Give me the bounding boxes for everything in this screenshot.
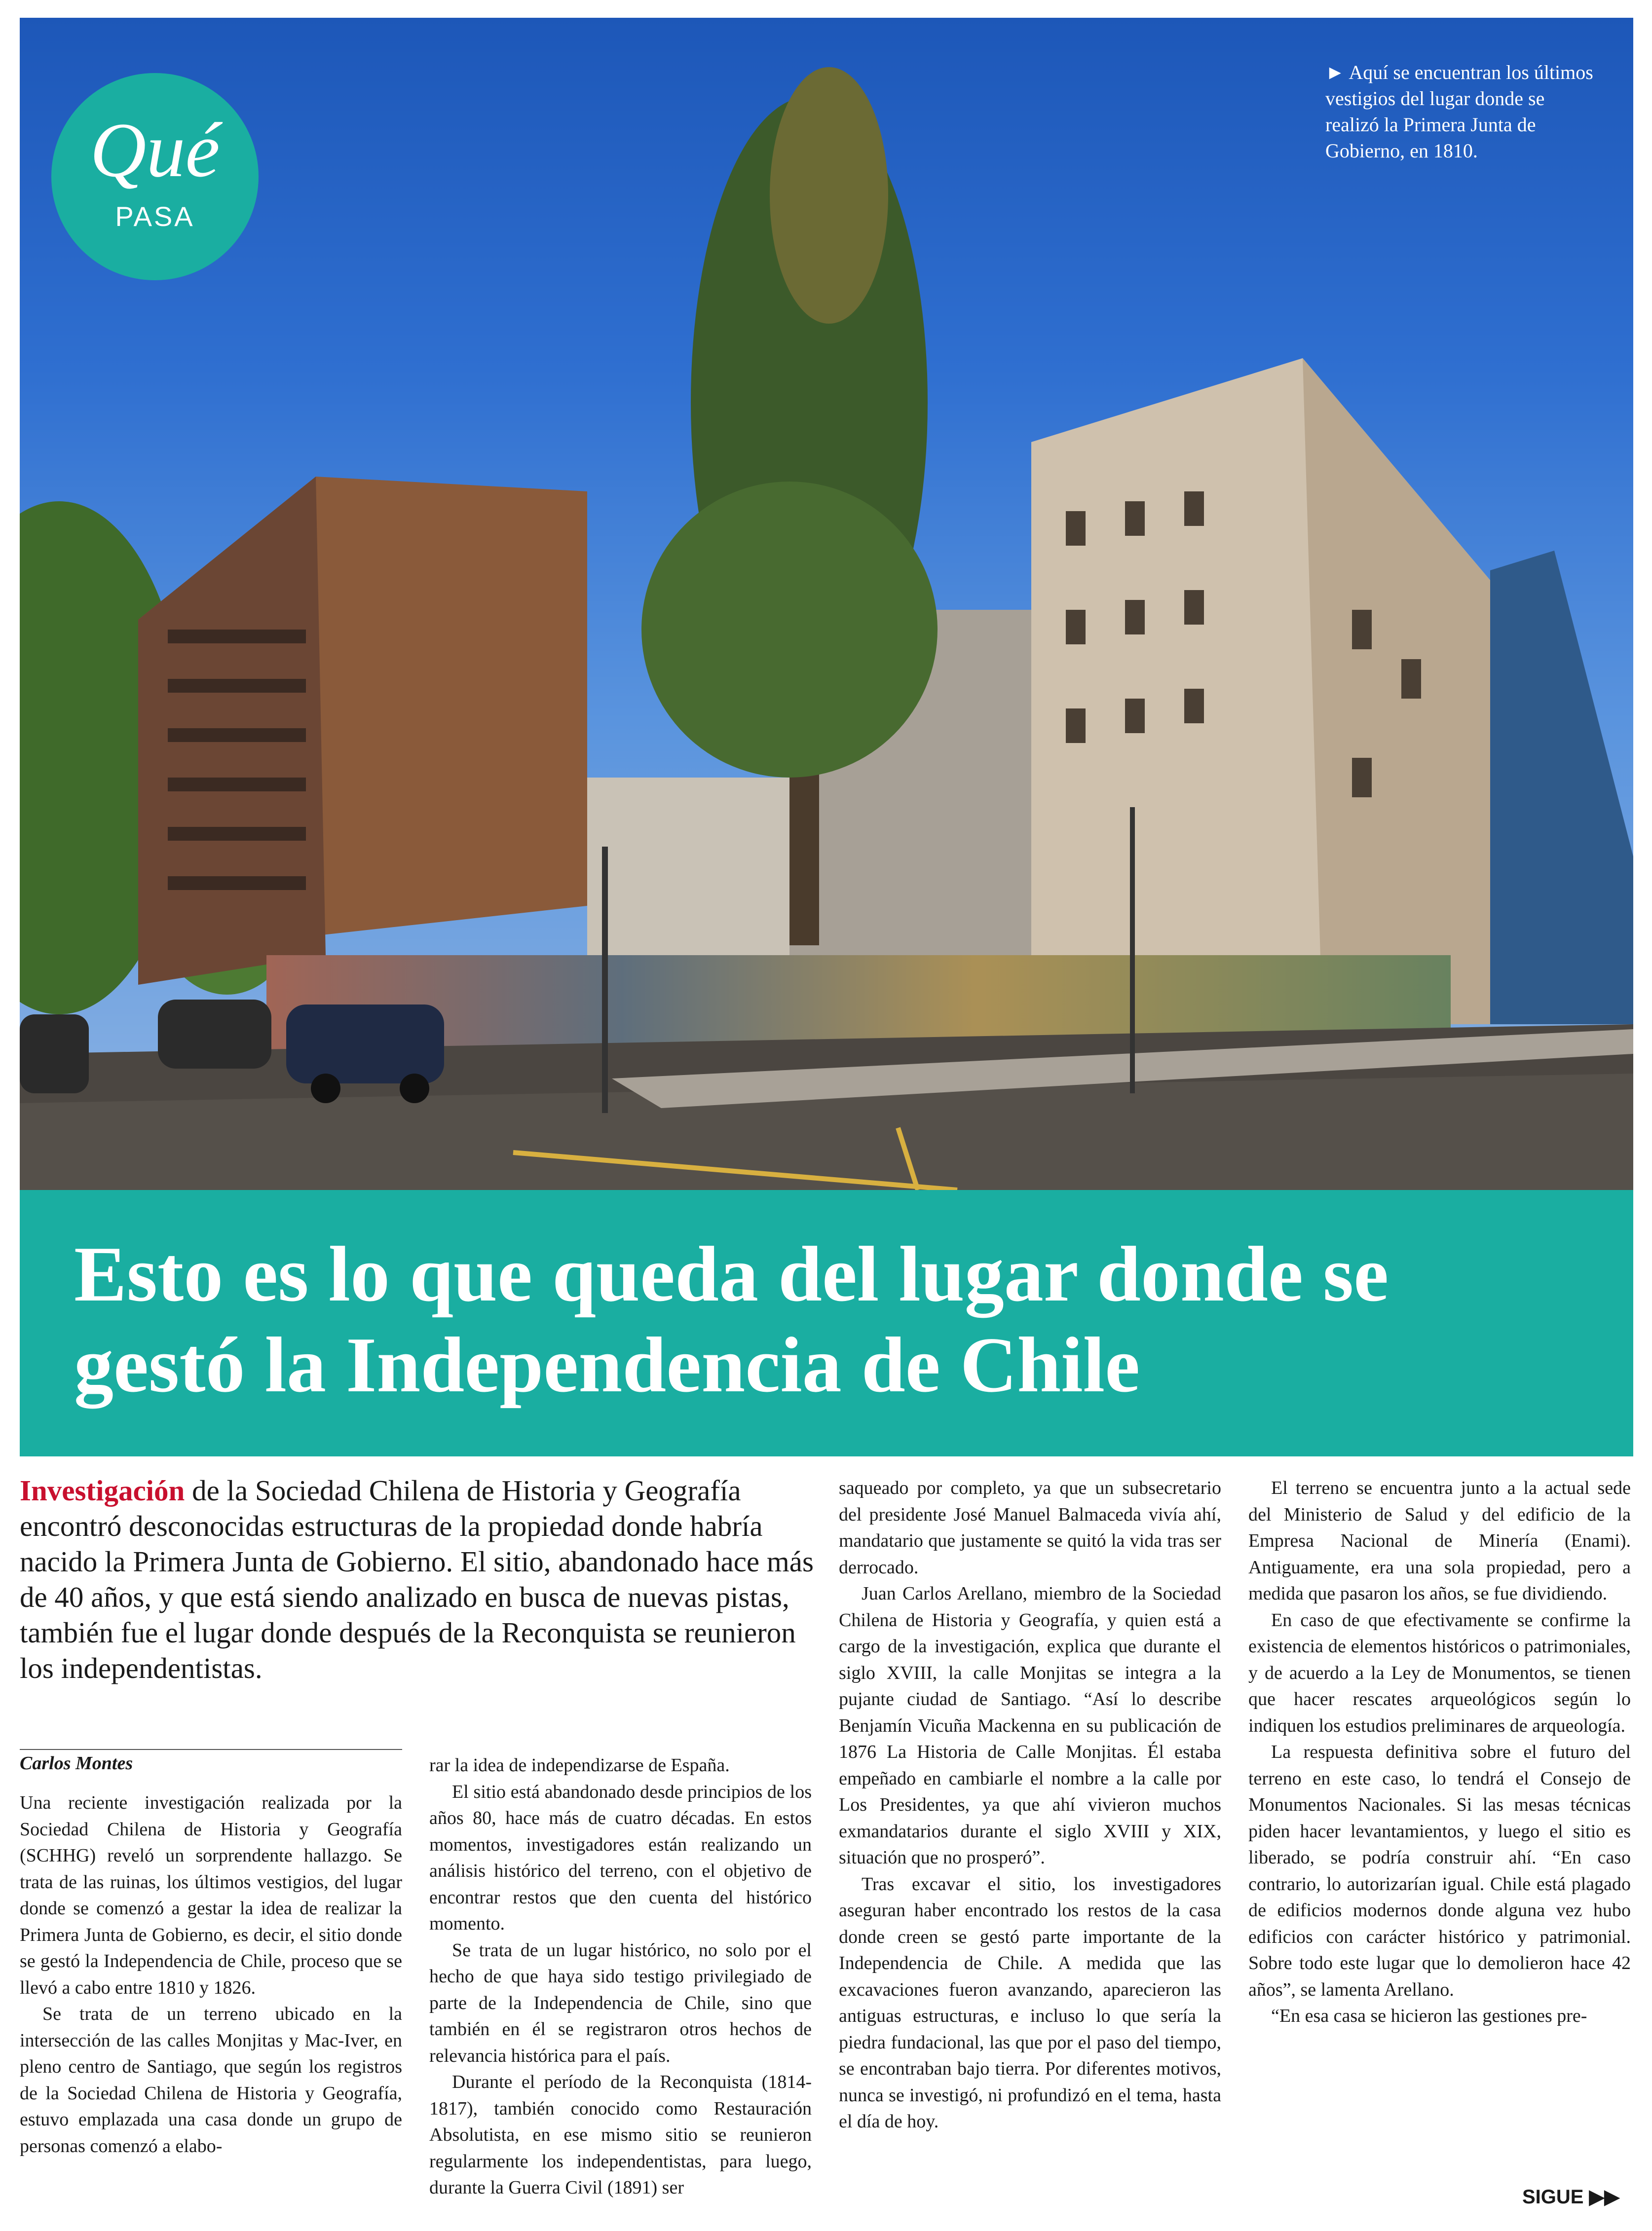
paragraph: rar la idea de independizarse de España.: [429, 1755, 730, 1776]
photo-caption: ► Aquí se encuentran los últimos vestigios del lugar donde se realizó la Primera Junta de Gobierno, en 1810.: [1325, 61, 1593, 162]
article-column-1: [20, 1790, 402, 2159]
byline: Carlos Montes: [20, 1753, 133, 1774]
article-column-2: [429, 1752, 812, 2201]
lead-keyword: Investigación: [20, 1474, 185, 1507]
paragraph: Se trata de un terreno ubicado en la intersección de las calles Monjitas y Mac-Iver, en pleno centro de Santiago, que según los registros de la Sociedad Chilena de Historia y Geografía, estuvo emplazada una casa donde un grupo de personas comenzó a elabo-: [20, 2004, 402, 2157]
paragraph: El sitio está abandonado desde principios de los años 80, hace más de cuatro décadas. En estos momentos, investigadores están realizando un análisis histórico del terreno, con el objetivo de encontrar restos que den cuenta del histórico momento.: [429, 1781, 812, 1934]
headline: Esto es lo que queda del lugar donde se gestó la Independencia de Chile: [74, 1230, 1389, 1409]
byline-divider: [20, 1749, 402, 1750]
lead-paragraph: [20, 1473, 829, 1686]
article-column-3: [839, 1475, 1221, 2135]
paragraph: En caso de que efectivamente se confirme la existencia de elementos históricos o patrimoniales, y de acuerdo a la Ley de Monumentos, se tienen que hacer rescates arqueológicos según lo indiquen los estudios preliminares de arqueología.: [1248, 1609, 1631, 1736]
street-scene-illustration: [20, 18, 1633, 1190]
paragraph: El terreno se encuentra junto a la actual sede del Ministerio de Salud y del edificio de la Empresa Nacional de Minería (Enami). Antiguamente, era una sola propiedad, pero a medida que pasaron los años, se fue dividiendo.: [1248, 1478, 1631, 1604]
article-column-4: [1248, 1475, 1631, 2030]
logo-que: Qué: [90, 107, 220, 193]
que-pasa-logo: [51, 73, 259, 280]
paragraph: Una reciente investigación realizada por la Sociedad Chilena de Historia y Geografía (SCHHG) reveló un sorprendente hallazgo. Se trata de las ruinas, los últimos vestigios, del lugar donde se comenzó a gestar la idea de realizar la Primera Junta de Gobierno, es decir, el sitio donde se gestó la Independencia de Chile, proceso que se llevó a cabo entre 1810 y 1826.: [20, 1792, 402, 1998]
paragraph: saqueado por completo, ya que un subsecretario del presidente José Manuel Balmaceda vivía ahí, mandatario que justamente se quitó la vida tras ser derrocado.: [839, 1478, 1221, 1578]
paragraph: Durante el período de la Reconquista (1814-1817), también conocido como Restauración Absolutista, en ese mismo sitio se reunieron regularmente los independentistas, para luego, durante la Guerra Civil (1891) ser: [429, 2072, 812, 2198]
lead-text: de la Sociedad Chilena de Historia y Geografía encontró desconocidas estructuras de la propiedad donde habría nacido la Primera Junta de Gobierno. El sitio, abandonado hace más de 40 años, y que está siendo analizado en busca de nuevas pistas, también fue el lugar donde después de la Reconquista se reunieron los independentistas.: [20, 1474, 814, 1684]
continue-indicator: SIGUE ▶▶: [1522, 2186, 1620, 2208]
paragraph: La respuesta definitiva sobre el futuro del terreno en este caso, lo tendrá el Consejo de Monumentos Nacionales. Si las mesas técnicas piden hacer levantamientos, y luego el sitio es liberado, se podría construir ahí. “En caso contrario, lo autorizarían igual. Chile está plagado de edificios modernos donde alguna vez hubo edificios con carácter histórico y patrimonial. Sobre todo este lugar que lo demolieron hace 42 años”, se lamenta Arellano.: [1248, 1742, 1631, 2000]
article-photo: [20, 18, 1633, 1190]
paragraph: Se trata de un lugar histórico, no solo por el hecho de que haya sido testigo privilegiado de parte de la Independencia de Chile, sino que también en él se registraron otros hechos de relevancia histórica para el país.: [429, 1939, 812, 2066]
paragraph: “En esa casa se hicieron las gestiones pre-: [1271, 2006, 1587, 2026]
logo-pasa: PASA: [115, 201, 195, 232]
paragraph: Juan Carlos Arellano, miembro de la Sociedad Chilena de Historia y Geografía, y quien está a cargo de la investigación, explica que durante el siglo XVIII, la calle Monjitas se integra a la pujante ciudad de Santiago. “Así lo describe Benjamín Vicuña Mackenna en su publicación de 1876 La Historia de Calle Monjitas. Él estaba empeñado en cambiarle el nombre a la calle por Los Presidentes, ya que ahí vivieron muchos exmandatarios durante el siglo XVIII y XIX, situación que no prosperó”.: [839, 1583, 1221, 1868]
paragraph: Tras excavar el sitio, los investigadores aseguran haber encontrado los restos de la casa donde creen se gestó parte importante de la Independencia de Chile. A medida que las excavaciones fueron avanzando, aparecieron las antiguas estructuras, e incluso lo que sería la piedra fundacional, las que por el paso del tiempo, se encontraban bajo tierra. Por diferentes motivos, nunca se investigó, ni profundizó en el tema, hasta el día de hoy.: [839, 1873, 1221, 2132]
